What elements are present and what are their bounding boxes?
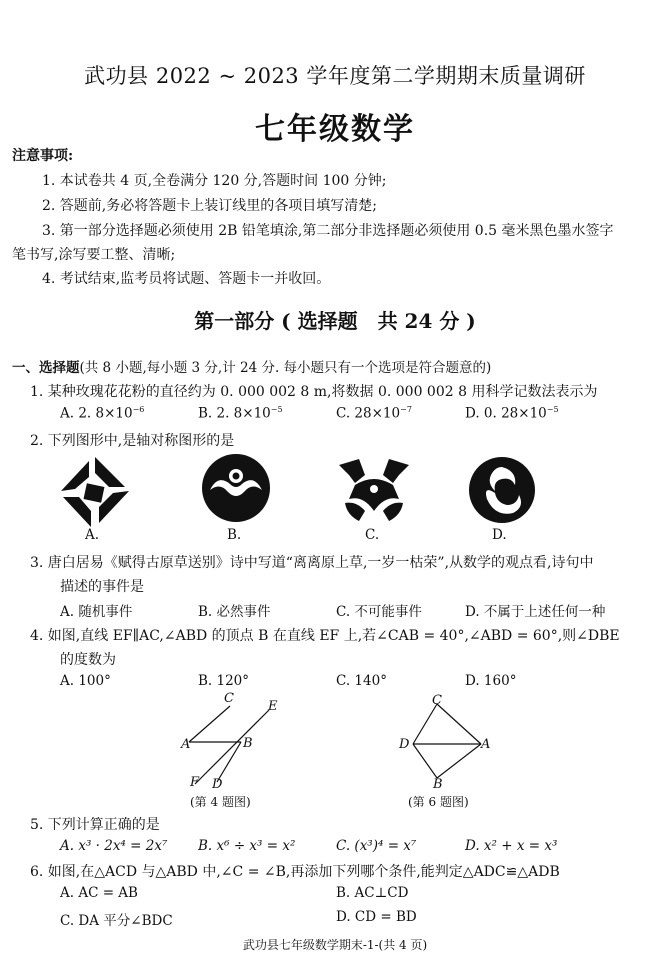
fig6-point-b: B (433, 777, 443, 792)
exam-title: 武功县 2022 ~ 2023 学年度第二学期期末质量调研 (84, 64, 586, 88)
q1-option-b: B. 2. $8\times 10^{-5}$ (198, 405, 283, 422)
q6-option-b: B. AC⊥CD (336, 885, 409, 901)
notice-item: 1. 本试卷共 4 页,全卷满分 120 分,答题时间 100 分钟; (42, 173, 387, 189)
part-one-title: 第一部分 ( 选择题 共 24 分 ) (194, 309, 476, 333)
question-4-stem-cont: 的度数为 (60, 652, 116, 668)
q1-option-a: A. 2. $8\times 10^{-6}$ (60, 405, 145, 422)
section-desc: (共 8 小题,每小题 3 分,计 24 分. 每小题只有一个选项是符合题意的) (79, 360, 492, 376)
figure-6-diagram (395, 692, 495, 792)
q6-option-c: C. DA 平分∠BDC (60, 913, 173, 929)
q1-option-c: C. $28\times 10^{-7}$ (336, 405, 412, 422)
q2-label-a: A. (85, 527, 100, 543)
fig4-point-b: B (243, 736, 253, 751)
figure-2a-pinwheel (55, 455, 135, 530)
q6-option-a: A. AC = AB (60, 885, 138, 901)
question-4-stem: 4. 如图,直线 EF∥AC,∠ABD 的顶点 B 在直线 EF 上,若∠CAB = 40°,∠ABD = 60°,则∠DBE (30, 628, 620, 644)
q2-label-d: D. (492, 527, 507, 543)
page-footer: 武功县七年级数学期末-1-(共 4 页) (242, 938, 428, 952)
q5-option-b: B. x⁶ ÷ x³ = x² (198, 838, 296, 854)
section-heading (12, 356, 491, 376)
q5-option-a: A. x³ · 2x⁴ = 2x⁷ (60, 838, 168, 854)
question-2-stem: 2. 下列图形中,是轴对称图形的是 (30, 433, 235, 449)
q4-option-a: A. 100° (60, 673, 111, 689)
q6-option-d: D. CD = BD (336, 909, 417, 925)
q3-option-a: A. 随机事件 (60, 604, 133, 620)
q3-option-b: B. 必然事件 (198, 604, 271, 620)
figure-2b-circle-symbol (200, 452, 272, 524)
fig6-point-d: D (399, 737, 410, 752)
question-6-stem: 6. 如图,在△ACD 与△ABD 中,∠C = ∠B,再添加下列哪个条件,能判定△ADC≌△ADB (30, 864, 560, 880)
figure-2c-mask-symbol (335, 455, 413, 525)
q4-option-b: B. 120° (198, 673, 250, 689)
fig4-point-c: C (224, 691, 234, 706)
notice-item: 4. 考试结束,监考员将试题、答题卡一并收回。 (42, 271, 331, 287)
notice-item: 3. 第一部分选择题必须使用 2B 铅笔填涂,第二部分非选择题必须使用 0.5 毫米黑色墨水签字 (42, 223, 614, 239)
figure-2d-swirl-symbol (467, 455, 537, 525)
fig4-point-f: F (190, 775, 200, 790)
fig6-caption: (第 6 题图) (408, 795, 469, 809)
q2-label-c: C. (365, 527, 380, 543)
q2-label-b: B. (227, 527, 242, 543)
fig6-point-a: A (481, 737, 491, 752)
question-3-stem-cont: 描述的事件是 (60, 579, 144, 595)
q5-option-d: D. x² + x = x³ (465, 838, 558, 854)
fig4-point-d: D (212, 777, 223, 792)
q4-option-c: C. 140° (336, 673, 387, 689)
question-5-stem: 5. 下列计算正确的是 (30, 817, 160, 833)
notice-item: 2. 答题前,务必将答题卡上装订线里的各项目填写清楚; (42, 198, 377, 214)
subject-title: 七年级数学 (255, 112, 415, 147)
section-label: 一、选择题 (12, 360, 80, 376)
q4-option-d: D. 160° (465, 673, 517, 689)
notice-heading: 注意事项: (12, 148, 74, 164)
question-3-stem: 3. 唐白居易《赋得古原草送别》诗中写道“离离原上草,一岁一枯荣”,从数学的观点看,诗句中 (30, 555, 594, 571)
fig6-point-c: C (432, 693, 442, 708)
q3-option-d: D. 不属于上述任何一种 (465, 604, 606, 620)
fig4-point-a: A (181, 737, 191, 752)
question-1-stem: 1. 某种玫瑰花花粉的直径约为 0. 000 002 8 m,将数据 0. 000 002 8 用科学记数法表示为 (30, 384, 598, 400)
fig4-point-e: E (268, 699, 278, 714)
fig4-caption: (第 4 题图) (190, 795, 251, 809)
notice-item: 笔书写,涂写要工整、清晰; (12, 247, 176, 263)
q1-option-d: D. 0. $28\times 10^{-5}$ (465, 405, 559, 422)
q5-option-c: C. (x³)⁴ = x⁷ (336, 838, 417, 854)
q3-option-c: C. 不可能事件 (336, 604, 422, 620)
